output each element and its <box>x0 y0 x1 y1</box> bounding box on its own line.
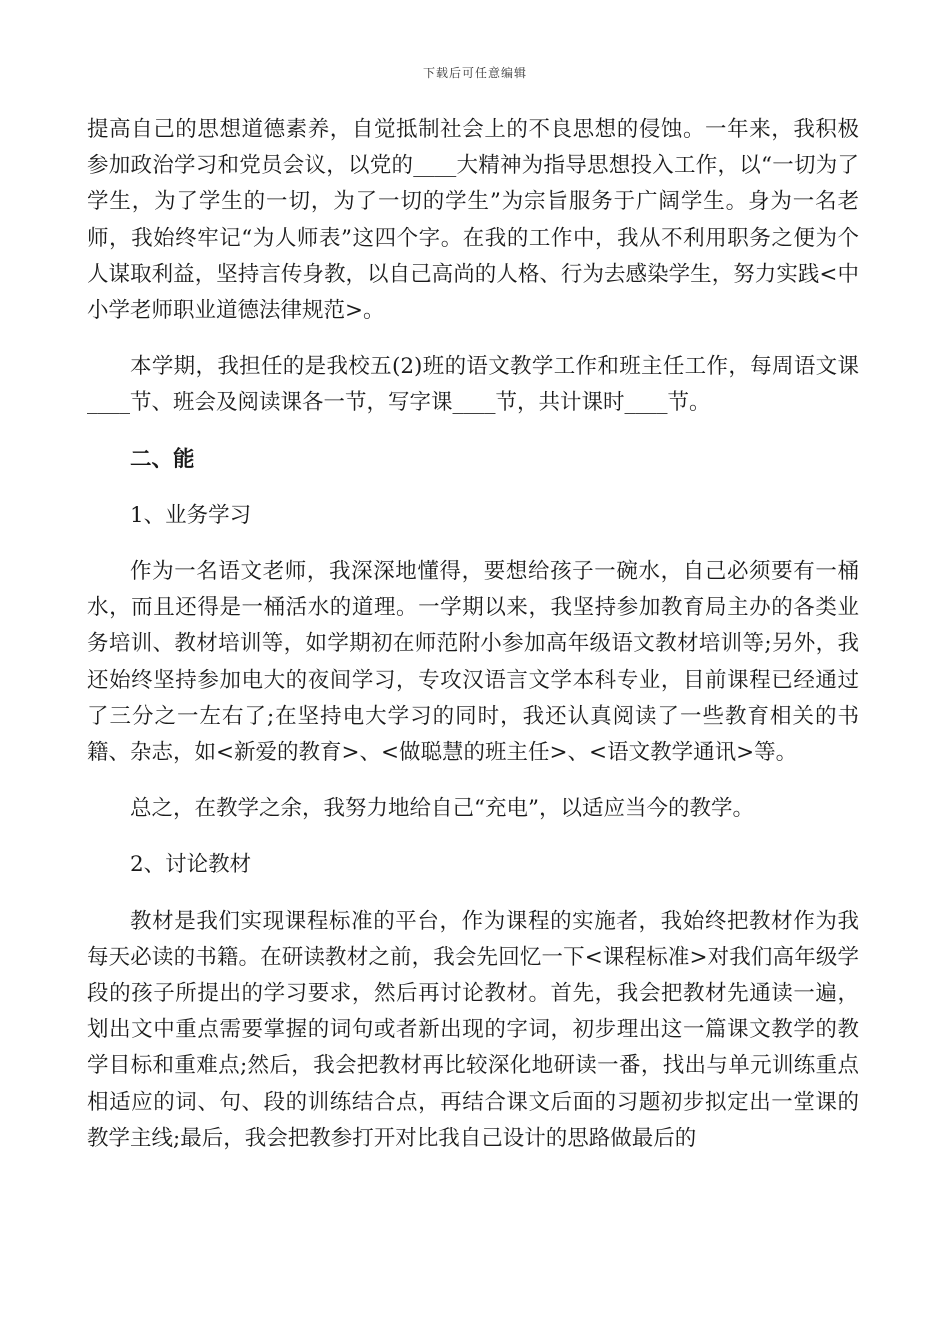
document-body <box>87 112 859 1157</box>
paragraph-professional-study: 作为一名语文老师，我深深地懂得，要想给孩子一碗水，自己必须要有一桶水，而且还得是一桶活水的道理。一学期以来，我坚持参加教育局主办的各类业务培训、教材培训等，如学期初在师范附小参加高年级语文教材培训等;另外，我还始终坚持参加电大的夜间学习，专攻汉语言文学本科专业，目前课程已经通过了三分之一左右了;在坚持电大学习的同时，我还认真阅读了一些教育相关的书籍、杂志，如<新爱的教育>、<做聪慧的班主任>、<语文教学通讯>等。 <box>87 559 859 766</box>
subheading-textbook-discussion: 2、讨论教材 <box>130 852 252 878</box>
subheading-professional-study: 1、业务学习 <box>130 502 252 528</box>
page-header-note: 下载后可任意编辑 <box>422 66 527 80</box>
paragraph-textbook-discussion: 教材是我们实现课程标准的平台，作为课程的实施者，我始终把教材作为我每天必读的书籍。在研读教材之前，我会先回忆一下<课程标准>对我们高年级学段的孩子所提出的学习要求，然后再讨论教材。首先，我会把教材先通读一遍，划出文中重点需要掌握的词句或者新出现的字词，初步理出这一篇课文教学的教学目标和重难点;然后，我会把教材再比较深化地研读一番，找出与单元训练重点相适应的词、句、段的训练结合点，再结合课文后面的习题初步拟定出一堂课的教学主线;最后，我会把教参打开对比我自己设计的思路做最后的 <box>87 908 859 1151</box>
paragraph-summary: 总之，在教学之余，我努力地给自己“充电”，以适应当今的教学。 <box>130 796 754 822</box>
paragraph-teaching-load: 本学期，我担任的是我校五(2)班的语文教学工作和班主任工作，每周语文课____节、班会及阅读课各一节，写字课____节，共计课时____节。 <box>87 354 859 416</box>
section-heading-ability: 二、能 <box>130 446 195 472</box>
paragraph-ethics: 提高自己的思想道德素养，自觉抵制社会上的不良思想的侵蚀。一年来，我积极参加政治学习和党员会议，以党的____大精神为指导思想投入工作，以“一切为了学生，为了学生的一切，为了一切的学生”为宗旨服务于广阔学生。身为一名老师，我始终牢记“为人师表”这四个字。在我的工作中，我从不利用职务之便为个人谋取利益，坚持言传身教，以自己高尚的人格、行为去感染学生，努力实践<中小学老师职业道德法律规范>。 <box>87 117 859 324</box>
